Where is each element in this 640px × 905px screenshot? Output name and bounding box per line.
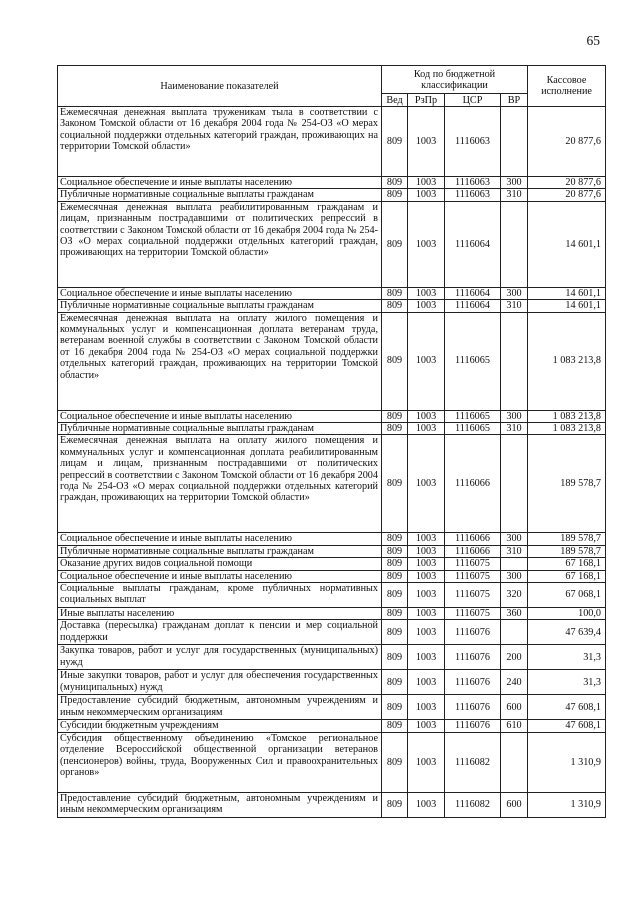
- row-target-code: 1116076: [445, 645, 501, 670]
- row-amount: 189 578,7: [528, 545, 606, 557]
- header-amount: Кассовое исполнение: [528, 66, 606, 107]
- row-section-code: 1003: [408, 189, 445, 201]
- row-target-code: 1116076: [445, 620, 501, 645]
- row-section-code: 1003: [408, 732, 445, 792]
- row-expense-type-code: 200: [501, 645, 528, 670]
- row-dept-code: 809: [382, 189, 408, 201]
- row-target-code: 1116065: [445, 312, 501, 410]
- row-name: Оказание других видов социальной помощи: [58, 558, 382, 570]
- row-amount: 31,3: [528, 645, 606, 670]
- row-dept-code: 809: [382, 583, 408, 608]
- row-dept-code: 809: [382, 670, 408, 695]
- row-amount: 14 601,1: [528, 300, 606, 312]
- row-amount: 1 083 213,8: [528, 410, 606, 422]
- row-target-code: 1116076: [445, 695, 501, 720]
- row-target-code: 1116066: [445, 533, 501, 545]
- row-expense-type-code: 300: [501, 287, 528, 299]
- row-expense-type-code: 300: [501, 410, 528, 422]
- row-dept-code: 809: [382, 732, 408, 792]
- row-section-code: 1003: [408, 620, 445, 645]
- row-name: Социальное обеспечение и иные выплаты населению: [58, 287, 382, 299]
- page-number: 65: [586, 33, 600, 48]
- table-row: [58, 732, 606, 792]
- header-section: РзПр: [408, 94, 445, 107]
- row-section-code: 1003: [408, 645, 445, 670]
- row-dept-code: 809: [382, 792, 408, 817]
- row-section-code: 1003: [408, 570, 445, 582]
- header-name: Наименование показателей: [58, 66, 382, 107]
- row-section-code: 1003: [408, 201, 445, 287]
- row-expense-type-code: 310: [501, 189, 528, 201]
- row-amount: 189 578,7: [528, 533, 606, 545]
- row-section-code: 1003: [408, 792, 445, 817]
- table-row: [58, 620, 606, 645]
- row-name: Иные закупки товаров, работ и услуг для обеспечения государственных (муниципальных) нужд: [58, 670, 382, 695]
- row-amount: 1 310,9: [528, 732, 606, 792]
- row-dept-code: 809: [382, 570, 408, 582]
- header-code-group: Код по бюджетной классификации: [382, 66, 528, 94]
- row-name: Социальное обеспечение и иные выплаты населению: [58, 177, 382, 189]
- header-target: ЦСР: [445, 94, 501, 107]
- row-amount: 100,0: [528, 608, 606, 620]
- row-amount: 14 601,1: [528, 287, 606, 299]
- row-section-code: 1003: [408, 670, 445, 695]
- row-dept-code: 809: [382, 107, 408, 177]
- row-expense-type-code: 310: [501, 545, 528, 557]
- table-row: [58, 570, 606, 582]
- row-amount: 31,3: [528, 670, 606, 695]
- row-dept-code: 809: [382, 177, 408, 189]
- row-expense-type-code: 240: [501, 670, 528, 695]
- row-amount: 14 601,1: [528, 201, 606, 287]
- row-target-code: 1116064: [445, 287, 501, 299]
- row-dept-code: 809: [382, 300, 408, 312]
- row-amount: 20 877,6: [528, 189, 606, 201]
- row-target-code: 1116064: [445, 201, 501, 287]
- row-expense-type-code: [501, 620, 528, 645]
- row-expense-type-code: 600: [501, 695, 528, 720]
- row-target-code: 1116066: [445, 545, 501, 557]
- row-dept-code: 809: [382, 410, 408, 422]
- row-name: Публичные нормативные социальные выплаты гражданам: [58, 189, 382, 201]
- row-expense-type-code: 310: [501, 423, 528, 435]
- row-amount: 67 068,1: [528, 583, 606, 608]
- row-dept-code: 809: [382, 287, 408, 299]
- row-dept-code: 809: [382, 423, 408, 435]
- table-row: [58, 300, 606, 312]
- row-dept-code: 809: [382, 558, 408, 570]
- row-name: Ежемесячная денежная выплата на оплату жилого помещения и коммунальных услуг и компенсационная доплата реабилитированным лицам и лицам, признанным пострадавшими от политических репрессий в соответствии с Законом Томской области от 16 декабря 2004 года № 254-ОЗ «О мерах социальной поддержки отдельных категорий граждан, проживающих на территории Томской области»: [58, 435, 382, 533]
- row-dept-code: 809: [382, 435, 408, 533]
- row-expense-type-code: 320: [501, 583, 528, 608]
- table-row: [58, 558, 606, 570]
- row-amount: 47 608,1: [528, 695, 606, 720]
- row-dept-code: 809: [382, 720, 408, 732]
- row-expense-type-code: [501, 732, 528, 792]
- row-amount: 1 083 213,8: [528, 312, 606, 410]
- row-dept-code: 809: [382, 645, 408, 670]
- row-target-code: 1116063: [445, 177, 501, 189]
- header-expense-type: ВР: [501, 94, 528, 107]
- row-expense-type-code: [501, 107, 528, 177]
- row-amount: 47 608,1: [528, 720, 606, 732]
- row-expense-type-code: [501, 435, 528, 533]
- table-body: [58, 107, 606, 818]
- row-name: Ежемесячная денежная выплата труженикам тыла в соответствии с Законом Томской области от 16 декабря 2004 года № 254-ОЗ «О мерах социальной поддержки отдельных категорий граждан, проживающих на территории Томской области»: [58, 107, 382, 177]
- row-target-code: 1116064: [445, 300, 501, 312]
- table-row: [58, 107, 606, 177]
- row-target-code: 1116075: [445, 583, 501, 608]
- row-expense-type-code: 360: [501, 608, 528, 620]
- row-dept-code: 809: [382, 695, 408, 720]
- row-name: Публичные нормативные социальные выплаты гражданам: [58, 545, 382, 557]
- table-row: [58, 177, 606, 189]
- row-target-code: 1116075: [445, 608, 501, 620]
- table-row: [58, 645, 606, 670]
- row-name: Субсидия общественному объединению «Томское региональное отделение Всероссийской общественной организации ветеранов (пенсионеров) войны, труда, Вооруженных Сил и правоохранительных органов»: [58, 732, 382, 792]
- table-row: [58, 287, 606, 299]
- row-expense-type-code: 310: [501, 300, 528, 312]
- table-row: [58, 201, 606, 287]
- row-dept-code: 809: [382, 533, 408, 545]
- row-section-code: 1003: [408, 558, 445, 570]
- row-section-code: 1003: [408, 545, 445, 557]
- table-row: [58, 533, 606, 545]
- row-target-code: 1116082: [445, 792, 501, 817]
- table-row: [58, 435, 606, 533]
- row-name: Предоставление субсидий бюджетным, автономным учреждениям и иным некоммерческим организациям: [58, 695, 382, 720]
- table-row: [58, 792, 606, 817]
- row-section-code: 1003: [408, 177, 445, 189]
- row-name: Закупка товаров, работ и услуг для государственных (муниципальных) нужд: [58, 645, 382, 670]
- row-target-code: 1116065: [445, 410, 501, 422]
- row-name: Социальные выплаты гражданам, кроме публичных нормативных социальных выплат: [58, 583, 382, 608]
- row-section-code: 1003: [408, 583, 445, 608]
- row-name: Доставка (пересылка) гражданам доплат к пенсии и мер социальной поддержки: [58, 620, 382, 645]
- row-amount: 67 168,1: [528, 558, 606, 570]
- row-target-code: 1116066: [445, 435, 501, 533]
- row-dept-code: 809: [382, 545, 408, 557]
- row-name: Социальное обеспечение и иные выплаты населению: [58, 533, 382, 545]
- table-row: [58, 608, 606, 620]
- table-row: [58, 410, 606, 422]
- row-name: Публичные нормативные социальные выплаты гражданам: [58, 300, 382, 312]
- row-expense-type-code: [501, 201, 528, 287]
- row-name: Публичные нормативные социальные выплаты гражданам: [58, 423, 382, 435]
- row-expense-type-code: 300: [501, 177, 528, 189]
- row-target-code: 1116076: [445, 720, 501, 732]
- table-row: [58, 312, 606, 410]
- row-expense-type-code: [501, 312, 528, 410]
- table-row: [58, 670, 606, 695]
- row-amount: 20 877,6: [528, 177, 606, 189]
- row-dept-code: 809: [382, 620, 408, 645]
- row-section-code: 1003: [408, 287, 445, 299]
- budget-table: [57, 65, 606, 818]
- row-target-code: 1116075: [445, 558, 501, 570]
- row-target-code: 1116063: [445, 107, 501, 177]
- row-name: Иные выплаты населению: [58, 608, 382, 620]
- row-section-code: 1003: [408, 695, 445, 720]
- table-header: [58, 66, 606, 107]
- row-section-code: 1003: [408, 608, 445, 620]
- table-row: [58, 583, 606, 608]
- row-amount: 1 310,9: [528, 792, 606, 817]
- table-row: [58, 695, 606, 720]
- row-dept-code: 809: [382, 608, 408, 620]
- row-section-code: 1003: [408, 300, 445, 312]
- row-section-code: 1003: [408, 533, 445, 545]
- row-expense-type-code: 300: [501, 570, 528, 582]
- row-amount: 20 877,6: [528, 107, 606, 177]
- row-expense-type-code: 600: [501, 792, 528, 817]
- row-name: Социальное обеспечение и иные выплаты населению: [58, 570, 382, 582]
- row-expense-type-code: 610: [501, 720, 528, 732]
- table-row: [58, 189, 606, 201]
- row-dept-code: 809: [382, 201, 408, 287]
- row-name: Ежемесячная денежная выплата на оплату жилого помещения и коммунальных услуг и компенсационная доплата ветеранам труда, ветеранам военной службы в соответствии с Законом Томской области от 16 декабря 2004 года № 254-ОЗ «О мерах социальной поддержки отдельных категорий граждан, проживающих на территории Томской области»: [58, 312, 382, 410]
- table-row: [58, 423, 606, 435]
- row-target-code: 1116063: [445, 189, 501, 201]
- row-section-code: 1003: [408, 410, 445, 422]
- row-amount: 1 083 213,8: [528, 423, 606, 435]
- row-name: Субсидии бюджетным учреждениям: [58, 720, 382, 732]
- row-section-code: 1003: [408, 312, 445, 410]
- row-target-code: 1116076: [445, 670, 501, 695]
- row-target-code: 1116065: [445, 423, 501, 435]
- row-section-code: 1003: [408, 423, 445, 435]
- row-section-code: 1003: [408, 720, 445, 732]
- row-section-code: 1003: [408, 107, 445, 177]
- row-dept-code: 809: [382, 312, 408, 410]
- row-amount: 189 578,7: [528, 435, 606, 533]
- row-name: Социальное обеспечение и иные выплаты населению: [58, 410, 382, 422]
- table-row: [58, 545, 606, 557]
- row-expense-type-code: [501, 558, 528, 570]
- header-dept: Вед: [382, 94, 408, 107]
- row-amount: 47 639,4: [528, 620, 606, 645]
- row-target-code: 1116082: [445, 732, 501, 792]
- row-amount: 67 168,1: [528, 570, 606, 582]
- row-name: Ежемесячная денежная выплата реабилитированным гражданам и лицам, признанным пострадавшими от политических репрессий в соответствии с Законом Томской области от 16 декабря 2004 года № 254-ОЗ «О мерах социальной поддержки отдельных категорий граждан, проживающих на территории Томской области»: [58, 201, 382, 287]
- row-name: Предоставление субсидий бюджетным, автономным учреждениям и иным некоммерческим организациям: [58, 792, 382, 817]
- row-target-code: 1116075: [445, 570, 501, 582]
- table-row: [58, 720, 606, 732]
- row-expense-type-code: 300: [501, 533, 528, 545]
- row-section-code: 1003: [408, 435, 445, 533]
